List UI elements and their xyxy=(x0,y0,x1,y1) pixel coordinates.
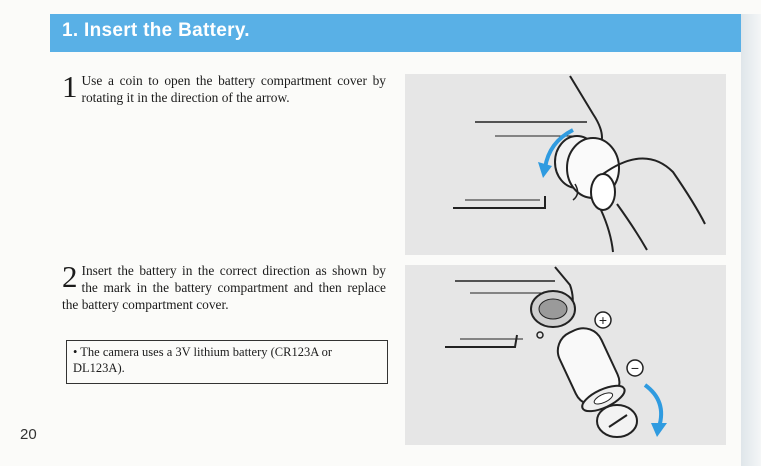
battery-note: • The camera uses a 3V lithium battery (CR123A or DL123A). xyxy=(66,340,388,384)
step-1 xyxy=(62,69,386,106)
battery-insertion-illustration xyxy=(405,265,726,445)
step-2-number: 2 xyxy=(62,259,78,294)
page-edge xyxy=(741,14,761,466)
page-number: 20 xyxy=(20,426,37,443)
minus-symbol: − xyxy=(630,360,640,376)
step-1-text: Use a coin to open the battery compartment cover by rotating it in the direction of the arrow. xyxy=(81,73,386,105)
coin-opening-battery-cover-illustration xyxy=(405,74,726,255)
step-2 xyxy=(62,259,386,313)
plus-symbol: + xyxy=(598,312,608,328)
page-title: 1. Insert the Battery. xyxy=(62,20,250,41)
step-1-number: 1 xyxy=(62,69,78,104)
header-bar xyxy=(50,14,761,52)
step-2-text: Insert the battery in the correct direction as shown by the mark in the battery compartment and then replace the battery compartment cover. xyxy=(62,263,386,312)
